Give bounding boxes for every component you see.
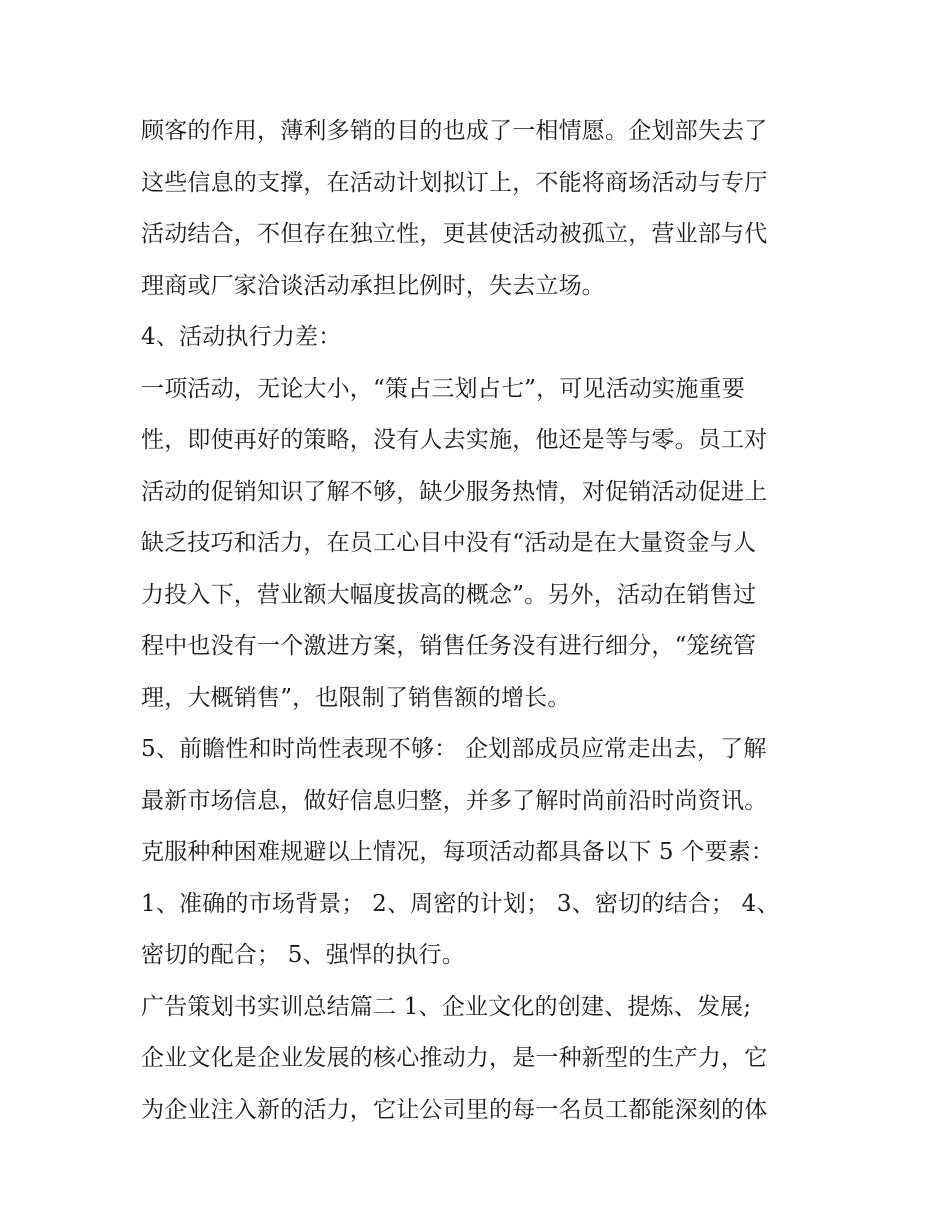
- text-line: 缺乏技巧和活力，在员工心目中没有“活动是在大量资金与人: [141, 530, 757, 556]
- text-line: 为企业注入新的活力，它让公司里的每一名员工都能深刻的体: [141, 1096, 768, 1123]
- text-line: 最新市场信息，做好信息归整，并多了解时尚前沿时尚资讯。: [141, 787, 768, 814]
- text-line: 活动的促销知识了解不够，缺少服务热情，对促销活动促进上: [141, 478, 768, 505]
- text-line: 克服种种困难规避以上情况，每项活动都具备以下 5 个要素：: [141, 839, 775, 865]
- text-line: 理商或厂家洽谈活动承担比例时，失去立场。: [141, 272, 605, 299]
- text-line: 力投入下，营业额大幅度拔高的概念”。另外，活动在销售过: [141, 581, 757, 608]
- text-line: 活动结合，不但存在独立性，更甚使活动被孤立，营业部与代: [141, 221, 768, 247]
- text-line: 理，大概销售”，也限制了销售额的增长。: [141, 684, 571, 711]
- text-line: 广告策划书实训总结篇二 1、企业文化的创建、提炼、发展;: [141, 993, 752, 1020]
- section-heading: 4、活动执行力差：: [141, 324, 342, 350]
- text-line: 密切的配合； 5、强悍的执行。: [141, 942, 465, 968]
- text-line: 顾客的作用，薄利多销的目的也成了一相情愿。企划部失去了: [141, 118, 768, 144]
- text-line: 这些信息的支撑，在活动计划拟订上，不能将商场活动与专厅: [141, 169, 768, 196]
- text-line: 一项活动，无论大小，“策占三划占七”，可见活动实施重要: [141, 375, 745, 402]
- text-line: 1、准确的市场背景； 2、周密的计划； 3、密切的结合； 4、: [141, 890, 780, 917]
- text-line: 程中也没有一个激进方案，销售任务没有进行细分，“笼统管: [141, 633, 757, 659]
- text-line: 企业文化是企业发展的核心推动力，是一种新型的生产力，它: [141, 1045, 768, 1071]
- document-body: [141, 106, 821, 1136]
- text-line: 性，即使再好的策略，没有人去实施，他还是等与零。员工对: [141, 427, 768, 453]
- text-line: 5、前瞻性和时尚性表现不够： 企划部成员应常走出去，了解: [141, 736, 767, 762]
